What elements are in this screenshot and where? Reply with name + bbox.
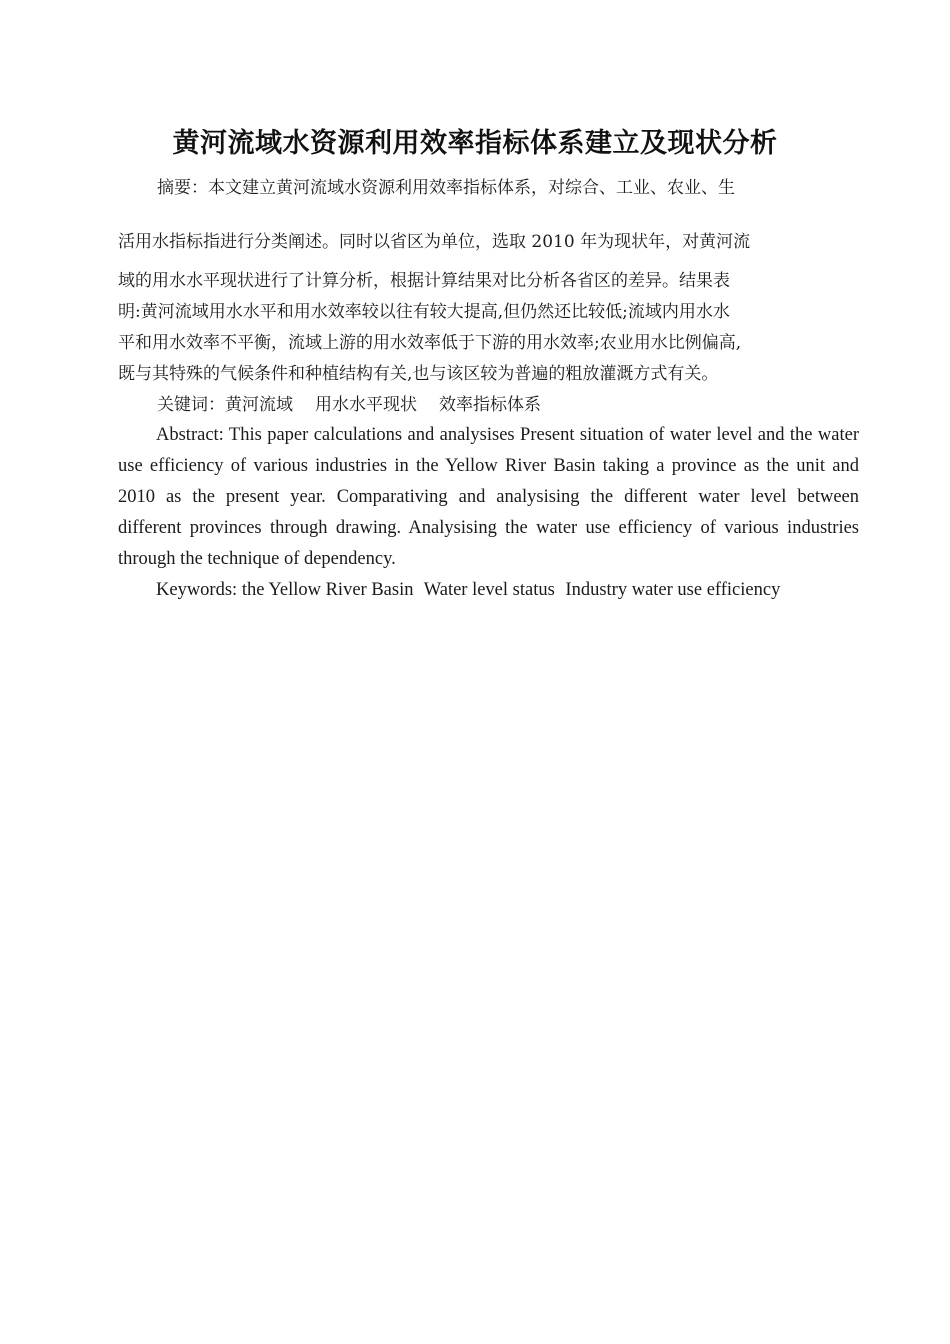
abstract-en-line-4: different provinces through drawing. Analysising the water use efficiency of various industries [118, 518, 859, 538]
keyword-zh-2: 用水水平现状 [315, 395, 417, 415]
abstract-en-line-3: 2010 as the present year. Comparativing and analysising the different water level between [118, 487, 859, 507]
keywords-en-label: Keywords: [156, 580, 238, 600]
keyword-zh-1: 黄河流域 [225, 395, 293, 415]
abstract-zh-line-5: 平和用水效率不平衡，流域上游的用水效率低于下游的用水效率;农业用水比例偏高, [118, 333, 742, 353]
abstract-en-line-5: through the technique of dependency. [118, 549, 396, 569]
keyword-en-2: Water level status [423, 580, 555, 600]
keyword-en-3: Industry water use efficiency [565, 580, 781, 600]
abstract-zh-line-1: 摘要：本文建立黄河流域水资源利用效率指标体系，对综合、工业、农业、生 [157, 178, 735, 198]
abstract-en-line-2: use efficiency of various industries in the Yellow River Basin taking a province as the unit and [118, 456, 859, 476]
abstract-zh-line-3: 域的用水水平现状进行了计算分析，根据计算结果对比分析各省区的差异。结果表 [118, 271, 730, 291]
keywords-zh-label: 关键词： [157, 395, 225, 415]
abstract-en-line-1: Abstract: This paper calculations and analysises Present situation of water level and the water [156, 425, 859, 445]
keyword-en-1: the Yellow River Basin [241, 580, 414, 600]
keywords-en [156, 578, 780, 602]
abstract-zh-line-2: 活用水指标指进行分类阐述。同时以省区为单位，选取 2010 年为现状年，对黄河流 [118, 232, 751, 252]
abstract-zh-line-6: 既与其特殊的气候条件和种植结构有关,也与该区较为普遍的粗放灌溉方式有关。 [118, 364, 719, 384]
abstract-zh-line-4: 明:黄河流域用水水平和用水效率较以往有较大提高,但仍然还比较低;流域内用水水 [118, 302, 730, 322]
keyword-zh-3: 效率指标体系 [439, 395, 541, 415]
paper-title: 黄河流域水资源利用效率指标体系建立及现状分析 [172, 128, 778, 159]
keywords-zh [157, 393, 541, 417]
